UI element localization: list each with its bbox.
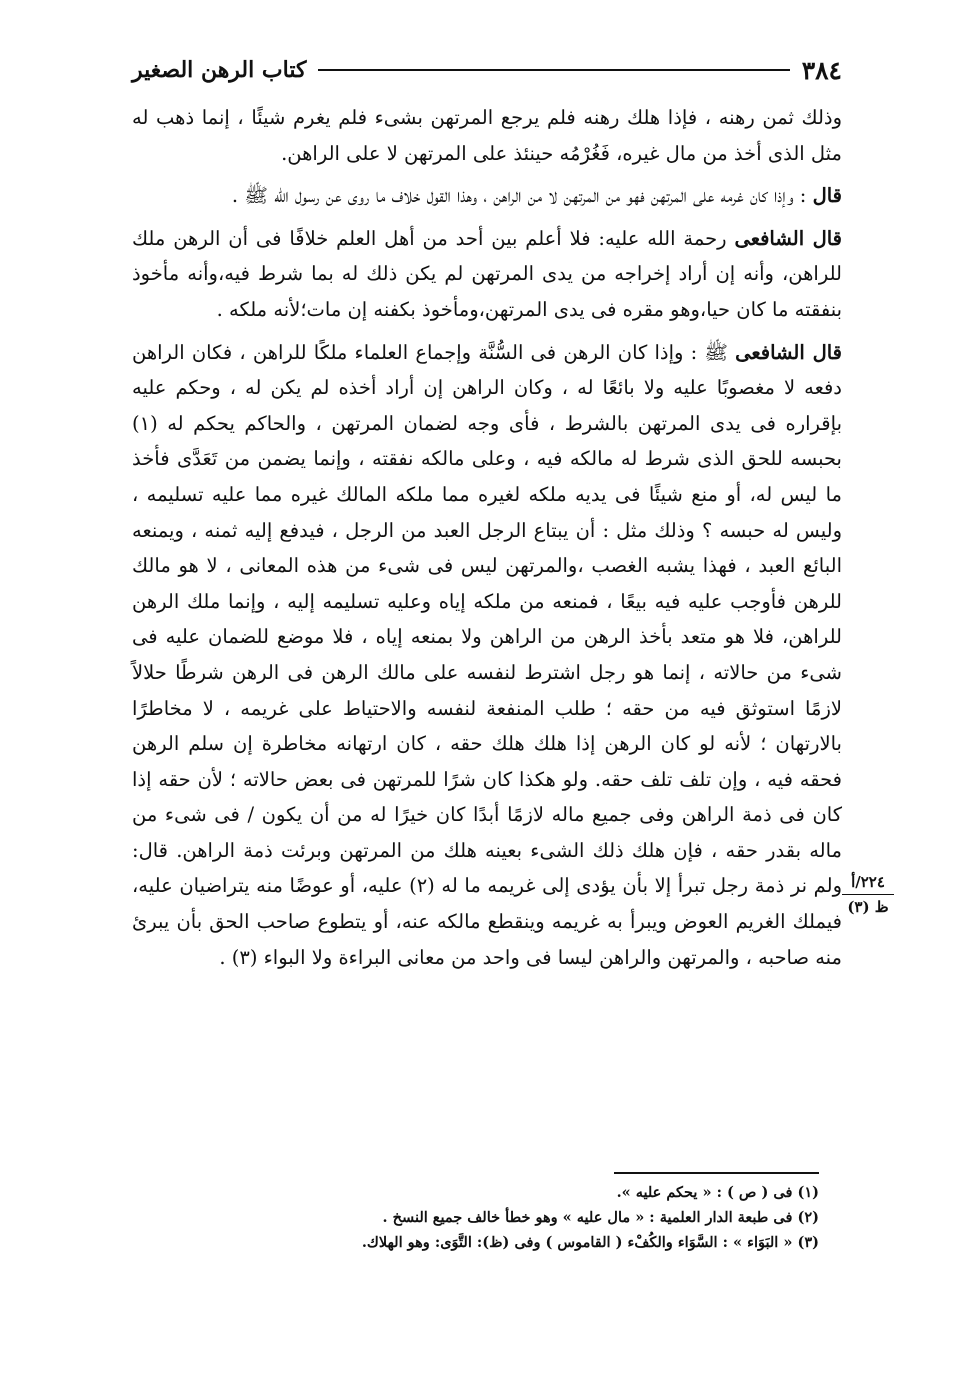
footnote-separator — [614, 1172, 819, 1174]
page-number: ٣٨٤ — [801, 55, 842, 85]
folio-rule — [842, 894, 894, 895]
paragraph-text: وذلك ثمن رهنه ، فإذا هلك رهنه فلم يرجع المرتهن بشىء فلم يغرم شيئًا ، إنما ذهب له مثل الذى أخذ من مال غيره، فَغُرْمُه حينئذ على المرتهن لا على الراهن. — [132, 106, 842, 165]
footnote: (٢) فى طبعة الدار العلمية : « مال عليه » وهو خطأ خالف جميع النسخ . — [382, 1209, 819, 1226]
manuscript-folio-note — [838, 872, 898, 917]
paragraph — [132, 178, 842, 214]
paragraph-lead: قال — [812, 184, 842, 208]
paragraph — [132, 221, 842, 328]
folio-top: ٢٢٤/أ — [851, 873, 885, 891]
paragraph — [132, 100, 842, 171]
footnote: (١) فى ( ص ) : « يحكم عليه ». — [616, 1184, 819, 1201]
paragraph-text: رحمة الله عليه: فلا أعلم بين أحد من أهل العلم خلافًا فى أن الرهن ملك للراهن، وأنه إن أراد إخراجه من يدى المرتهن لم يكن ذلك له بما شرط فيه،وأنه مأخوذ بنفقته ما كان حيا،وهو مقره فى يدى المرتهن،ومأخوذ بكفنه إن مات؛لأنه ملكه . — [132, 226, 842, 321]
paragraph-lead: قال الشافعى — [735, 340, 842, 364]
header-rule — [318, 69, 789, 71]
main-text — [132, 100, 842, 982]
paragraph-text: ﷺ : وإذا كان الرهن فى السُّنَّة وإجماع العلماء ملكًا للراهن ، فكان الراهن دفعه لا مغصوبًا عليه ولا بائعًا له ، وكان الراهن إن أراد أخذه لم يكن له ، وحكم عليه بإقراره فى يدى المرتهن بالشرط ، فأى وجه لضمان المرتهن ، والحاكم يحكم له (١) بحبسه للحق الذى شرط له مالكه فيه ، وعلى مالكه نفقته ، وإنما يضمن من تَعَدَّى فأخذ ما ليس له، أو منع شيئًا فى يديه ملكه لغيره مما ملكه المالك غيره مما عليه تسليمه ، وليس له حبسه ؟ وذلك مثل : أن يبتاع الرجل العبد من الرجل ، فيدفع إليه ثمنه ، ويمنعه البائع العبد ، فهذا يشبه الغصب ،والمرتهن ليس فى شىء من هذه المعانى ، لا هو مالك للرهن فأوجب عليه فيه بيعًا ، فمنعه من ملكه إياه وعليه تسليمه إليه ، وإنما ملك الرهن للراهن، فلا هو متعد بأخذ الرهن من الراهن ولا بمنعه إياه ، فلا موضع للضمان عليه فى شىء من حالاته ، إنما هو رجل اشترط لنفسه على مالك الرهن فى الرهن شرطًا حلالاً لازمًا استوثق فيه من حقه ؛ طلب المنفعة لنفسه والاحتياط على غريمه ، لا مخاطرًا بالارتهان ؛ لأنه لو كان الرهن إذا هلك هلك حقه ، كان ارتهانه مخاطرة إن سلم الرهن فحقه فيه ، وإن تلف تلف حقه. ولو هكذا كان شرًا للمرتهن فى بعض حالاته ؛ لأن حقه إذا كان فى ذمة الراهن وفى جميع ماله لازمًا أبدًا كان خيرًا له من أن يكون / فى شىء من ماله بقدر حقه ، فإن هلك ذلك الشىء بعينه هلك من المرتهن وبرئت ذمة الراهن. قال: ولم نر ذمة رجل تبرأ إلا بأن يؤدى إلى غريمه ما له (٢) عليه، أو عوضًا منه يتراضيان عليه، فيملك الغريم العوض ويبرأ به غريمه وينقطع مالكه عنه، أو يتطوع صاحب الحق بأن يبرئ منه صاحبه ، والمرتهن والراهن ليسا فى واحد من معانى البراءة ولا البواء (٣) . — [132, 340, 842, 969]
running-header — [132, 52, 842, 88]
book-title: كتاب الرهن الصغير — [132, 57, 307, 83]
folio-bottom: ظ (٣) — [847, 898, 889, 916]
footnote: (٣) « البَوَاء » : السَّوَاء والكُفْء ( القاموس ) وفى (ظ): التَّوَى: وهو الهلاك. — [361, 1234, 819, 1251]
footnotes — [129, 1180, 819, 1255]
paragraph-lead: قال الشافعى — [734, 226, 842, 250]
paragraph — [132, 335, 842, 976]
paragraph-text: : وإذا كان غرمه على المرتهن فهو من المرتهن لا من الراهن ، وهذا القول خلاف ما روى عن رسول الله ﷺ . — [231, 184, 813, 208]
